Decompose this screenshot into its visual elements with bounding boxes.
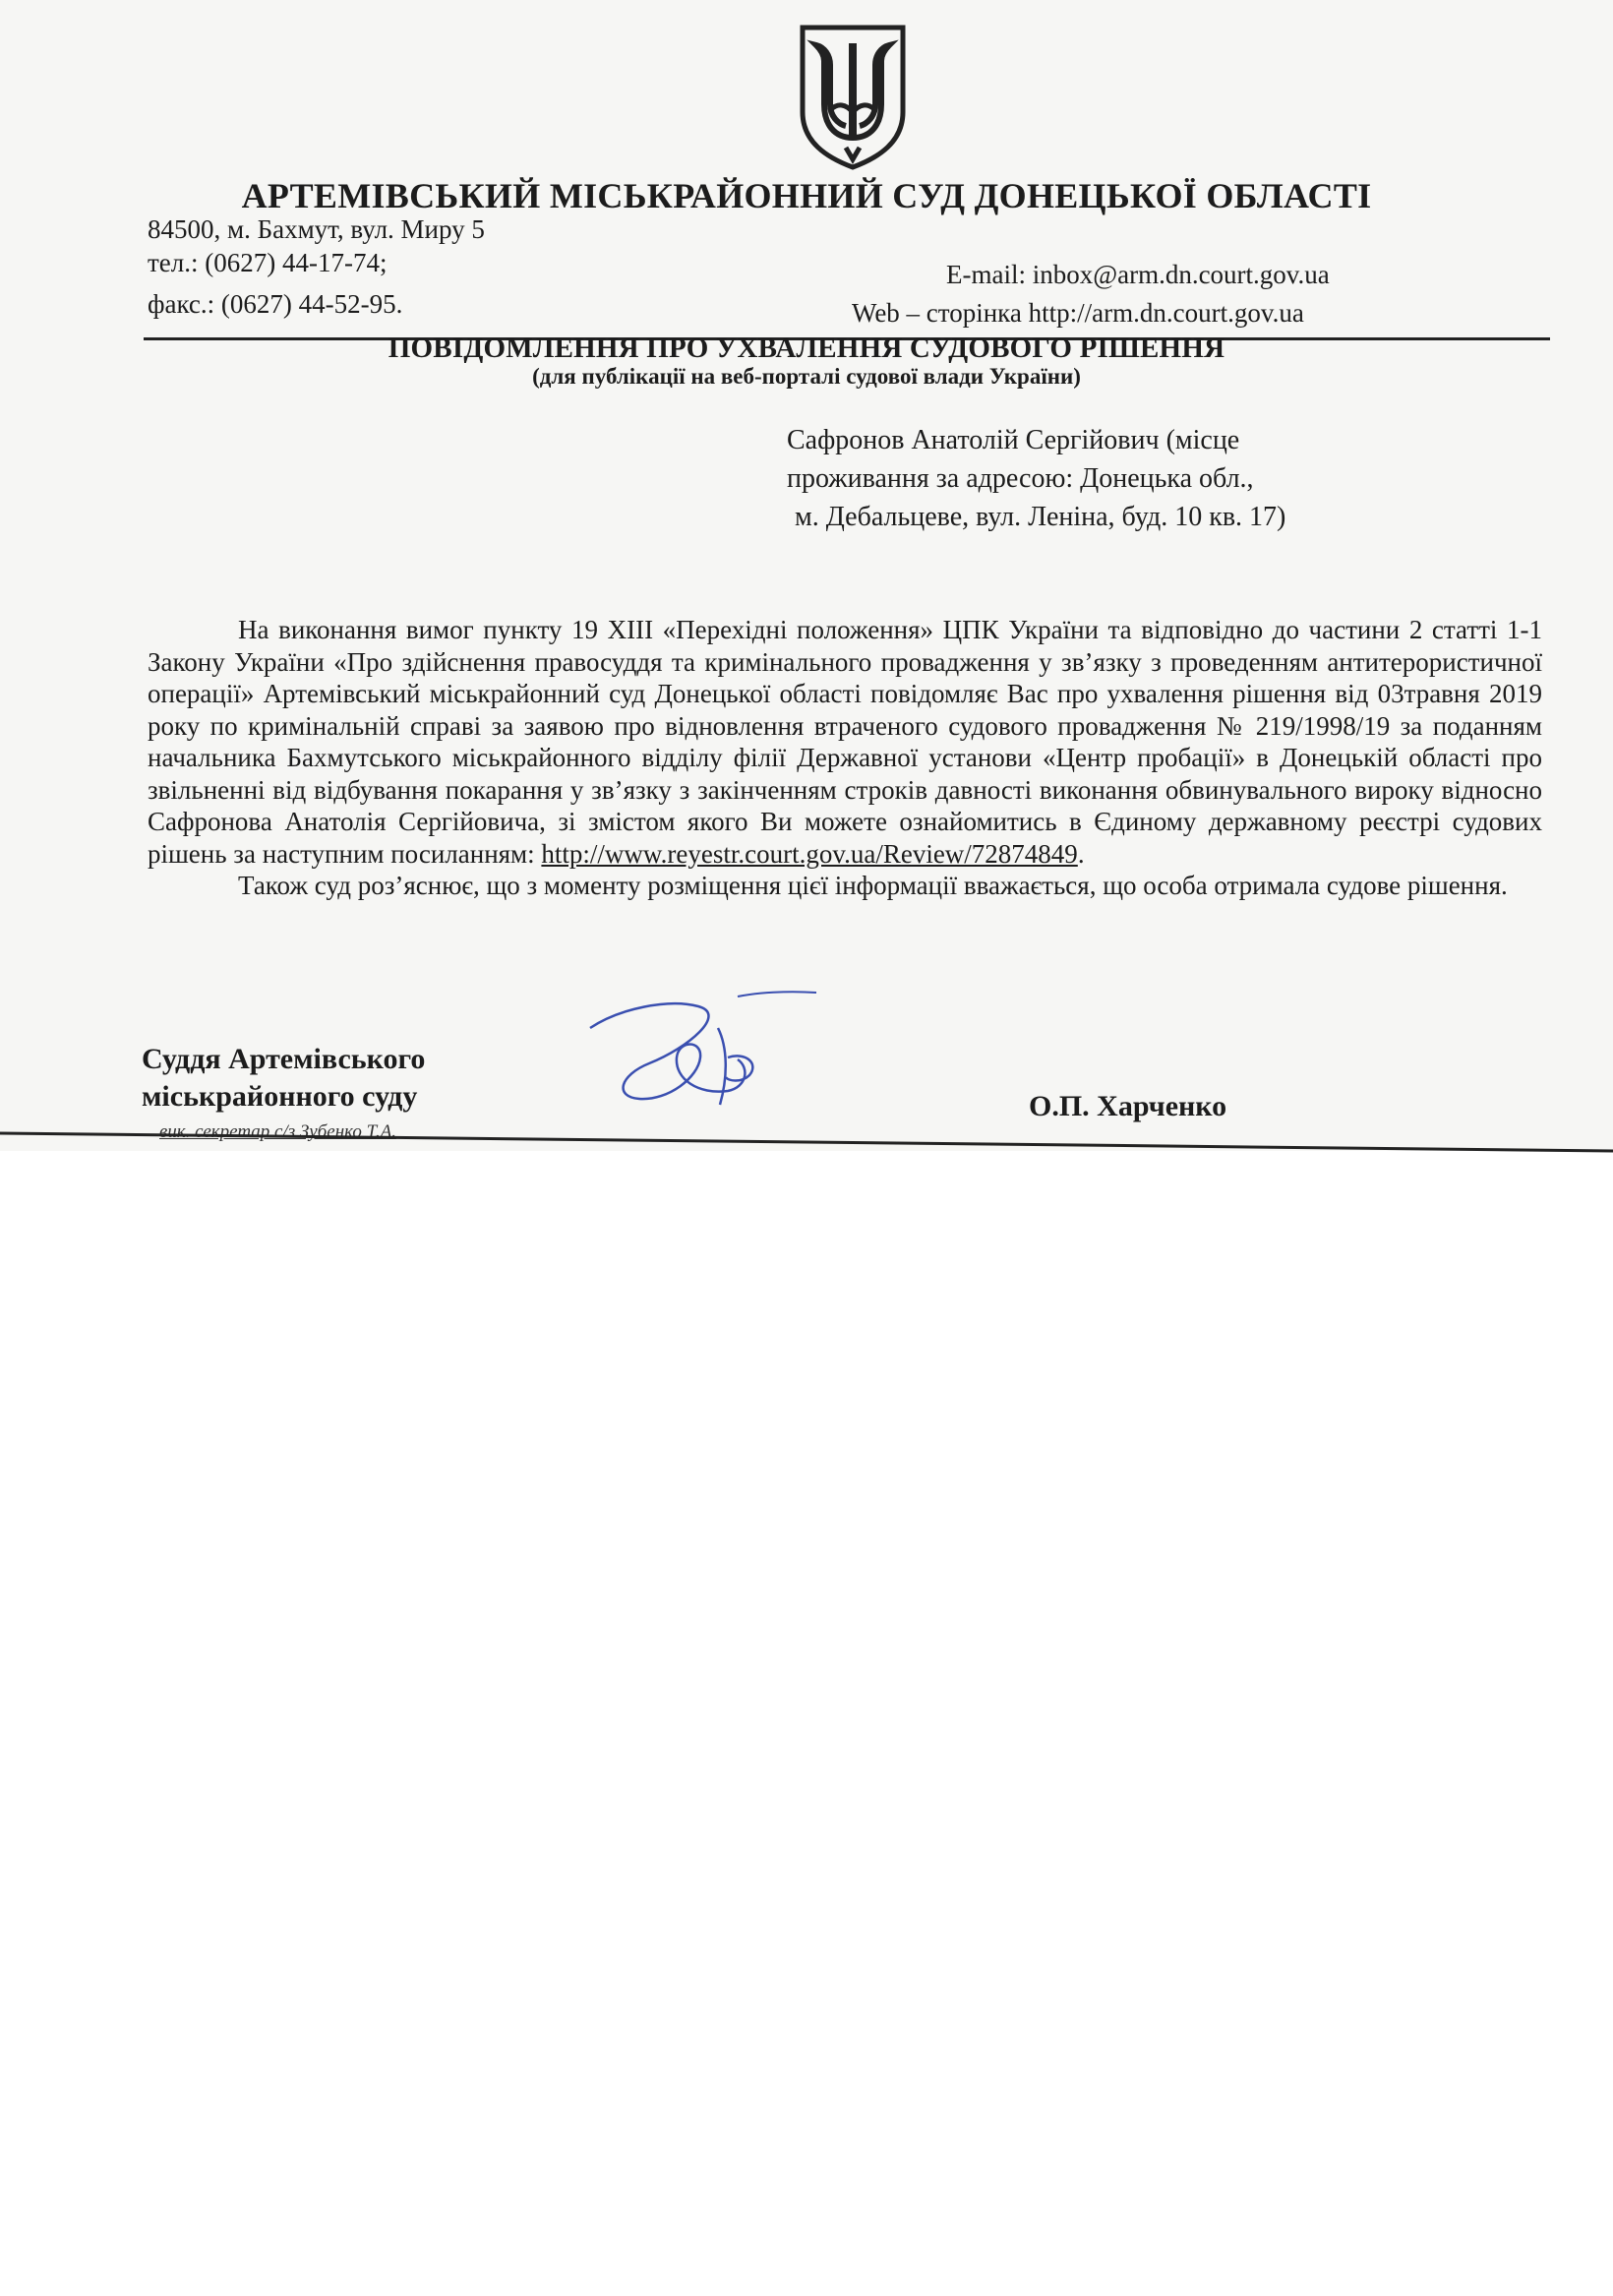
body-paragraph-text: На виконання вимог пункту 19 ХІІІ «Перехідні положення» ЦПК України та відповідно до частини 2 статті 1-1 Закону України «Про здійснення правосуддя та кримінального провадження у зв’язку з проведенням антитерористичної операції» Артемівський міськрайонний суд Донецької області повідомляє Вас про ухвалення рішення від 03травня 2019 року по кримінальній справі за заявою про відновлення втраченого судового провадження № 219/1998/19 за поданням начальника Бахмутського міськрайонного відділу філії Державної установи «Центр пробації» в Донецькій області про звільненні від відбування покарання у зв’язку з закінченням строків давності виконання обвинувального вироку відносно Сафронова Анатолія Сергійовича, зі змістом якого Ви можете ознайомитись в Єдиному державному реєстрі судових рішень за наступним посиланням: bbox=[148, 615, 1542, 869]
body-paragraph-end: . bbox=[1077, 838, 1085, 869]
court-name: АРТЕМІВСЬКИЙ МІСЬКРАЙОННИЙ СУД ДОНЕЦЬКОЇ ОБЛАСТІ bbox=[241, 176, 1372, 215]
judge-name: О.П. Харченко bbox=[1029, 1090, 1227, 1122]
addressee-line: Сафронов Анатолій Сергійович (місце bbox=[787, 425, 1240, 455]
court-email: E-mail: inbox@arm.dn.court.gov.ua bbox=[946, 260, 1330, 289]
body-paragraph: Також суд роз’яснює, що з моменту розміщення цієї інформації вважається, що особа отримала судове рішення. bbox=[238, 871, 1508, 900]
notice-body bbox=[148, 614, 1542, 902]
court-address: 84500, м. Бахмут, вул. Миру 5 bbox=[148, 214, 485, 244]
registry-link[interactable]: http://www.reyestr.court.gov.ua/Review/72874849 bbox=[541, 838, 1078, 869]
court-fax: факс.: (0627) 44-52-95. bbox=[148, 289, 403, 319]
judge-position-line: Суддя Артемівського bbox=[142, 1043, 426, 1075]
court-phone: тел.: (0627) 44-17-74; bbox=[148, 248, 388, 277]
body-paragraph bbox=[148, 614, 1542, 870]
judge-position bbox=[142, 1041, 425, 1116]
addressee-line: проживання за адресою: Донецька обл., bbox=[787, 463, 1254, 494]
notice-subtitle: (для публікації на веб-порталі судової влади України) bbox=[532, 364, 1081, 389]
handwritten-signature-icon bbox=[580, 989, 826, 1117]
addressee-block bbox=[787, 421, 1377, 536]
trident-coat-of-arms-icon bbox=[795, 22, 911, 171]
addressee-line: м. Дебальцеве, вул. Леніна, буд. 10 кв. 17) bbox=[795, 502, 1286, 532]
judge-position-line: міськрайонного суду bbox=[142, 1080, 418, 1113]
blank-lower-area bbox=[0, 1151, 1613, 2296]
secretary-note: вик. секретар с/з Зубенко Т.А. bbox=[159, 1121, 397, 1142]
page-fold-line bbox=[0, 1129, 1613, 1159]
notice-title: ПОВІДОМЛЕННЯ ПРО УХВАЛЕННЯ СУДОВОГО РІШЕННЯ bbox=[388, 332, 1225, 364]
court-website: Web – сторінка http://arm.dn.court.gov.ua bbox=[852, 298, 1304, 328]
